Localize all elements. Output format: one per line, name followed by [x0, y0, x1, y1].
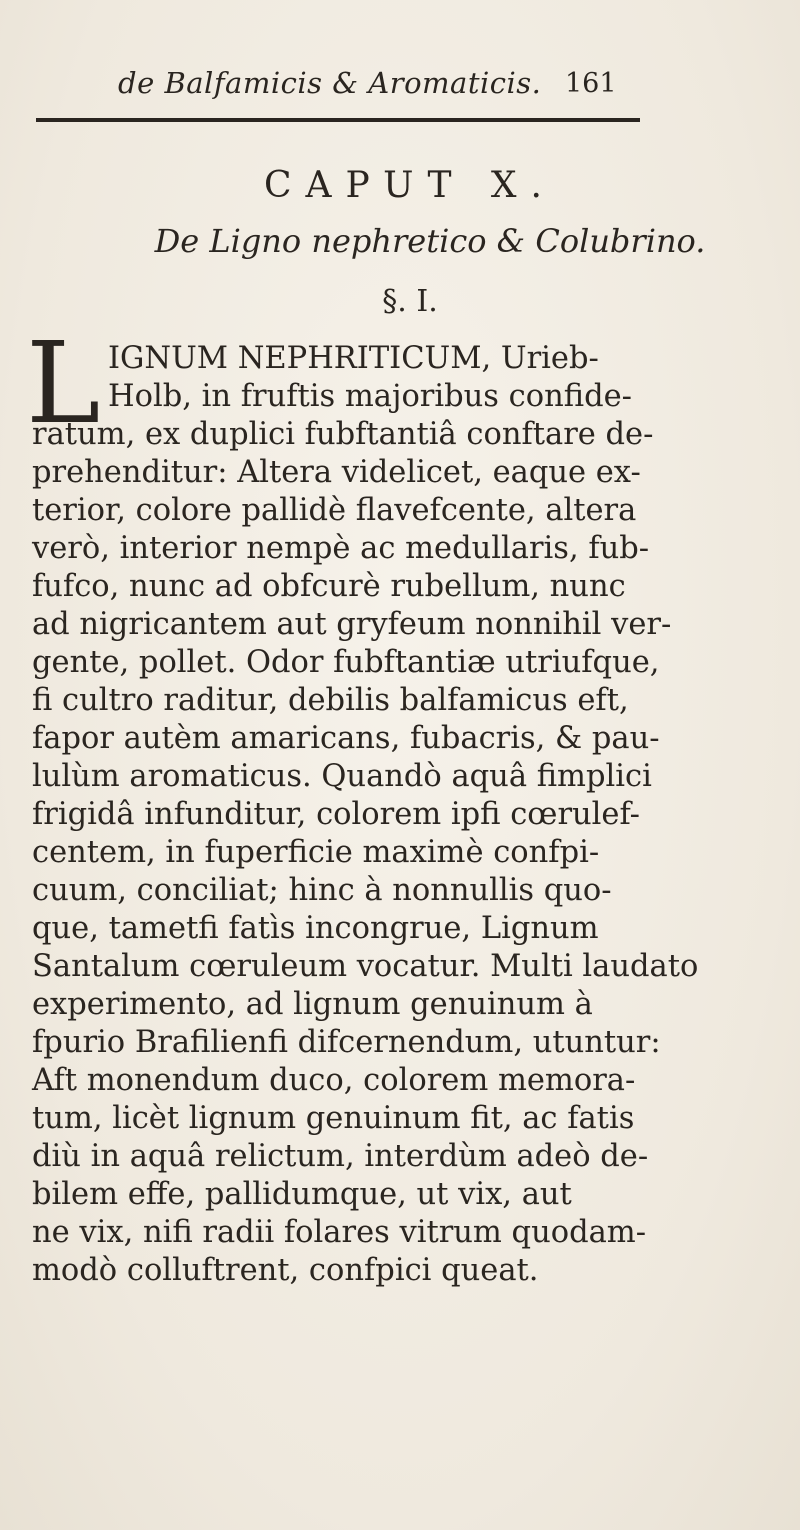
text-line: ne vix, nifi radii folares vitrum quodam-	[32, 1215, 647, 1250]
text-line: fpurio Brafilienfi difcernendum, utuntur:	[32, 1025, 661, 1060]
text-line: prehenditur: Altera videlicet, eaque ex-	[32, 455, 641, 490]
text-line: tum, licèt lignum genuinum fit, ac fatis	[32, 1101, 635, 1136]
text-line: cuum, conciliat; hinc à nonnullis quo-	[32, 873, 612, 908]
text-line: IGNUM NEPHRITICUM, Urieb-	[108, 341, 599, 376]
text-line: Holb, in fruftis majoribus confide-	[108, 379, 632, 414]
text-line: bilem effe, pallidumque, ut vix, aut	[32, 1177, 572, 1212]
text-line: ad nigricantem aut gryfeum nonnihil ver-	[32, 607, 672, 642]
text-line: fapor autèm amaricans, fubacris, & pau-	[32, 721, 660, 756]
text-line: ratum, ex duplici fubftantiâ conftare de-	[32, 417, 654, 452]
text-line: centem, in fuperficie maximè confpi-	[32, 835, 600, 870]
header-rule	[36, 118, 640, 122]
text-line: verò, interior nempè ac medullaris, fub-	[32, 531, 650, 566]
section-number: §. I.	[382, 284, 438, 319]
text-line: fufco, nunc ad obfcurè rubellum, nunc	[32, 569, 626, 604]
text-line: Santalum cœruleum vocatur. Multi laudato	[32, 949, 699, 984]
text-line: experimento, ad lignum genuinum à	[32, 987, 593, 1022]
text-line: que, tametfi fatìs incongrue, Lignum	[32, 911, 599, 946]
text-line: terior, colore pallidè flavefcente, altera	[32, 493, 637, 528]
text-line: diù in aquâ relictum, interdùm adeò de-	[32, 1139, 649, 1174]
text-line: lulùm aromaticus. Quandò aquâ fimplici	[32, 759, 652, 794]
text-line: modò colluftrent, confpici queat.	[32, 1253, 539, 1288]
text-line: fi cultro raditur, debilis balfamicus eft,	[32, 683, 629, 718]
page-number: 161	[565, 68, 617, 99]
running-head	[0, 62, 800, 106]
drop-capital: L	[26, 319, 101, 449]
chapter-subtitle: De Ligno nephretico & Colubrino.	[154, 222, 706, 260]
text-line: frigidâ infunditur, colorem ipfi cœrulef-	[32, 797, 640, 832]
running-title: de Balfamicis & Aromaticis.	[118, 66, 542, 100]
chapter-heading: CAPUT X.	[264, 165, 556, 206]
text-line: gente, pollet. Odor fubftantiæ utriufque,	[32, 645, 660, 680]
text-line: Aft monendum duco, colorem memora-	[32, 1063, 636, 1098]
